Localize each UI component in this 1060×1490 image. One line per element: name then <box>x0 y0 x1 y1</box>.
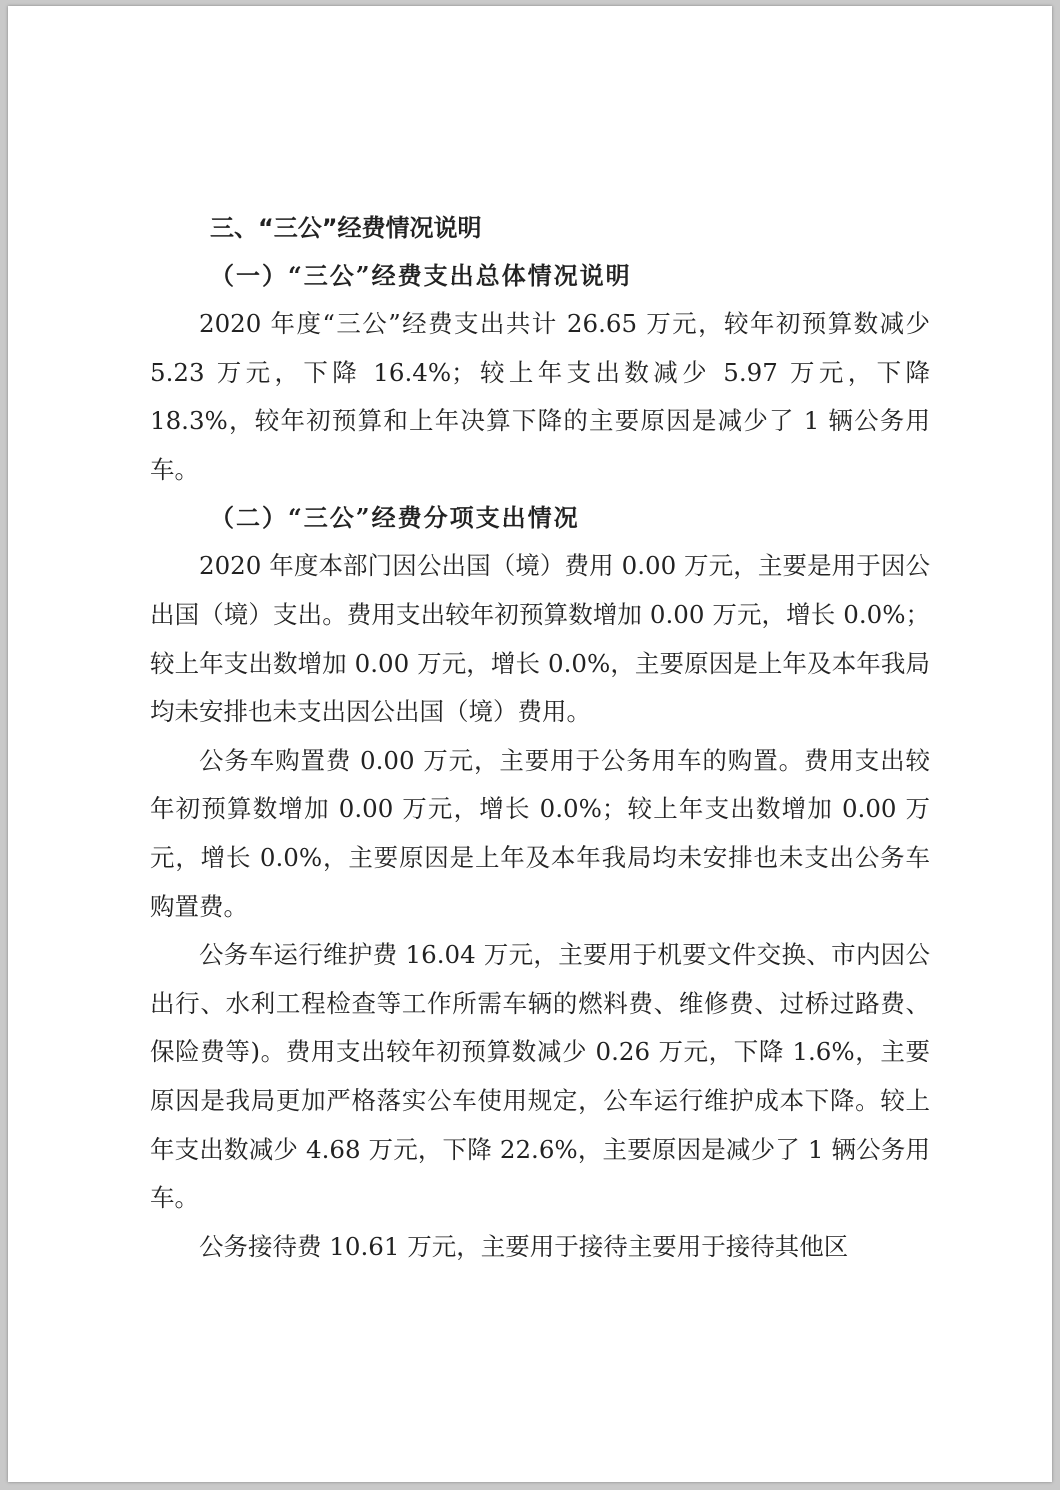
subsection-heading-itemized: （二）“三公”经费分项支出情况 <box>210 503 580 533</box>
section-heading: 三、“三公”经费情况说明 <box>210 214 482 242</box>
paragraph-overall: 2020 年度“三公”经费支出共计 26.65 万元，较年初预算数减少 5.23 万元，下降 16.4%；较上年支出数减少 5.97 万元，下降 18.3%，较年初预算和上年决算下降的主要原因是减少了 1 辆公务用车。 <box>150 309 930 484</box>
paragraph-reception: 公务接待费 10.61 万元，主要用于接待主要用于接待其他区 <box>199 1231 849 1261</box>
paragraph-vehicle-purchase: 公务车购置费 0.00 万元，主要用于公务用车的购置。费用支出较年初预算数增加 0.00 万元，增长 0.0%；较上年支出数增加 0.00 万元，增长 0.0%，主要原因是上年及本年我局均未安排也未支出公务车购置费。 <box>150 745 930 921</box>
document-page <box>8 6 1052 1482</box>
paragraph-overseas-travel: 2020 年度本部门因公出国（境）费用 0.00 万元，主要是用于因公出国（境）支出。费用支出较年初预算数增加 0.00 万元，增长 0.0%；较上年支出数增加 0.00 万元，增长 0.0%，主要原因是上年及本年我局均未安排也未支出因公出国（境）费用。 <box>150 551 930 727</box>
document-content <box>150 204 930 1271</box>
paragraph-vehicle-maintenance: 公务车运行维护费 16.04 万元，主要用于机要文件交换、市内因公出行、水利工程检查等工作所需车辆的燃料费、维修费、过桥过路费、保险费等)。费用支出较年初预算数减少 0.26 万元，下降 1.6%，主要原因是我局更加严格落实公车使用规定，公车运行维护成本下降。较上年支出数减少 4.68 万元，下降 22.6%，主要原因是减少了 1 辆公务用车。 <box>150 940 930 1213</box>
subsection-heading-overall: （一）“三公”经费支出总体情况说明 <box>210 261 632 290</box>
